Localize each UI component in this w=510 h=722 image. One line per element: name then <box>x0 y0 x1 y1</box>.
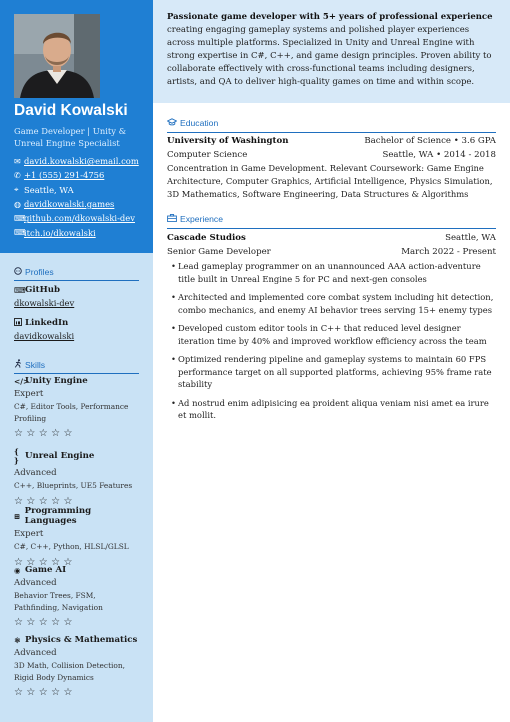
profiles-section-title: Profiles <box>25 267 54 277</box>
experience-header-row <box>167 233 496 243</box>
candidate-headline: Game Developer | Unity & Unreal Engine Specialist <box>14 126 127 148</box>
linkedin-icon <box>14 318 25 328</box>
skill-rating-stars: ☆☆☆☆☆ <box>14 556 76 568</box>
eye-icon: ◉ <box>14 565 21 575</box>
contact-item[interactable] <box>14 154 139 168</box>
running-figure-icon <box>14 359 25 370</box>
skill-item <box>14 565 142 628</box>
gamepad-icon: ⌨ <box>14 285 26 295</box>
education-location-dates: Seattle, WA • 2014 - 2018 <box>382 150 496 160</box>
education-section-heading <box>167 118 496 133</box>
skill-rating-stars: ☆☆☆☆☆ <box>14 617 76 629</box>
contact-text[interactable]: +1 (555) 291-4756 <box>24 170 105 181</box>
gamepad-icon: ⌨ <box>14 213 26 223</box>
experience-subheader-row <box>167 247 496 257</box>
envelope-icon: ✉ <box>14 156 21 166</box>
skills-section-title: Skills <box>25 359 46 370</box>
education-degree: Bachelor of Science • 3.6 GPA <box>364 136 496 146</box>
skill-name: Game AI <box>25 565 67 575</box>
location-pin-icon: ⌖ <box>14 184 19 194</box>
education-section-title: Education <box>180 118 219 128</box>
skill-name: Physics & Mathematics <box>25 635 138 645</box>
contact-item[interactable] <box>14 168 139 182</box>
education-subheader-row <box>167 150 496 160</box>
experience-highlights <box>167 260 497 428</box>
education-header-row <box>167 136 496 146</box>
contact-text: Seattle, WA <box>24 184 74 195</box>
experience-location: Seattle, WA <box>445 233 496 243</box>
gamepad-icon: ⌨ <box>14 228 26 238</box>
skill-name: Programming Languages <box>24 506 92 526</box>
contact-item <box>14 183 139 197</box>
skill-level: Expert <box>14 529 44 539</box>
globe-icon: ◍ <box>14 199 21 209</box>
skill-rating-stars: ☆☆☆☆☆ <box>14 428 76 440</box>
skill-level: Advanced <box>14 578 57 588</box>
code-icon: </> <box>14 376 30 386</box>
skill-name: Unreal Engine <box>25 451 95 461</box>
skill-item <box>14 447 142 507</box>
contact-text[interactable]: davidkowalski.games <box>24 199 115 210</box>
experience-company: Cascade Studios <box>167 233 246 243</box>
braces-icon: { } <box>14 447 19 465</box>
contact-item[interactable] <box>14 197 139 211</box>
experience-dates: March 2022 - Present <box>401 247 496 257</box>
skill-item <box>14 506 142 568</box>
contact-item[interactable] <box>14 225 139 239</box>
list-item: • Ad nostrud enim adipisicing ea proident aliqua veniam nisi amet ea irure et mollit. <box>167 397 497 422</box>
experience-position: Senior Game Developer <box>167 247 271 257</box>
skill-keywords: C++, Blueprints, UE5 Features <box>14 481 133 490</box>
contact-text[interactable]: itch.io/dkowalski <box>24 227 96 238</box>
contact-text[interactable]: david.kowalski@email.com <box>24 156 139 167</box>
skill-rating-stars: ☆☆☆☆☆ <box>14 687 76 699</box>
summary-section <box>153 0 510 103</box>
profile-network: GitHub <box>25 285 60 295</box>
list-item: • Architected and implemented core combat system including hit detection, combo mechanics, and enemy AI behavior trees serving 15+ enemy types <box>167 291 497 316</box>
skill-name: Unity Engine <box>25 376 88 386</box>
skill-keywords: 3D Math, Collision Detection, Rigid Body Dynamics <box>14 661 125 682</box>
list-item: • Developed custom editor tools in C++ that reduced level designer iteration time by 40% and improved workflow efficiency across the team <box>167 322 497 347</box>
skill-item <box>14 376 142 439</box>
contact-text[interactable]: github.com/dkowalski-dev <box>24 213 135 224</box>
experience-section-title: Experience <box>180 214 223 224</box>
list-item: • Lead gameplay programmer on an unannounced AAA action-adventure title built in Unreal Engine 5 for PC and next-gen consoles <box>167 260 497 285</box>
candidate-name: David Kowalski <box>14 102 128 119</box>
graduation-cap-icon <box>167 118 180 128</box>
list-item: • Optimized rendering pipeline and gameplay systems to maintain 60 FPS performance target on all supported platforms, achieving 95% frame rate stability <box>167 353 497 391</box>
experience-section-heading <box>167 214 496 229</box>
profile-entry-linkedin <box>14 318 144 341</box>
skill-keywords: Behavior Trees, FSM, Pathfinding, Navigation <box>14 591 103 612</box>
profile-photo <box>14 14 100 98</box>
skill-keywords: C#, C++, Python, HLSL/GLSL <box>14 542 129 551</box>
chat-bubble-icon <box>14 267 25 277</box>
profile-network: LinkedIn <box>25 318 69 328</box>
skill-rating-stars: ☆☆☆☆☆ <box>14 495 76 507</box>
phone-icon: ✆ <box>14 170 21 180</box>
profile-username-link[interactable]: dkowalski-dev <box>14 298 75 308</box>
sidebar <box>0 0 153 722</box>
contact-item[interactable] <box>14 211 139 225</box>
profile-username-link[interactable]: davidkowalski <box>14 331 75 341</box>
skill-keywords: C#, Editor Tools, Performance Profiling <box>14 402 129 423</box>
skill-level: Advanced <box>14 648 57 658</box>
briefcase-icon <box>167 214 180 224</box>
profiles-section-heading <box>14 267 139 281</box>
skills-section-heading <box>14 359 139 374</box>
summary-text: creating engaging gameplay systems and polished player experiences across multiple platforms. Specialized in Unity and Unreal Engine with strong expertise in C#, C++, and game design principles. Proven ability to collaborate effectively with cross-functional teams including designers, artists, and QA to deliver high-quality games on time and within scope. <box>167 25 492 88</box>
atom-icon: ⚛ <box>14 635 21 645</box>
profile-entry-github <box>14 285 144 308</box>
education-summary: Concentration in Game Development. Relevant Coursework: Game Engine Architecture, Computer Graphics, Artificial Intelligence, Physics Simulation, 3D Mathematics, Software Engineering, Data Structures & Algorithms <box>167 163 493 199</box>
chip-icon: ⊞ <box>14 511 21 521</box>
skill-item <box>14 635 142 698</box>
contact-list <box>14 154 139 240</box>
summary-lead: Passionate game developer with 5+ years of professional experience <box>167 12 493 22</box>
education-institution: University of Washington <box>167 136 289 146</box>
sidebar-header <box>0 0 153 253</box>
skill-level: Expert <box>14 389 44 399</box>
skill-level: Advanced <box>14 468 57 478</box>
education-area: Computer Science <box>167 150 248 160</box>
